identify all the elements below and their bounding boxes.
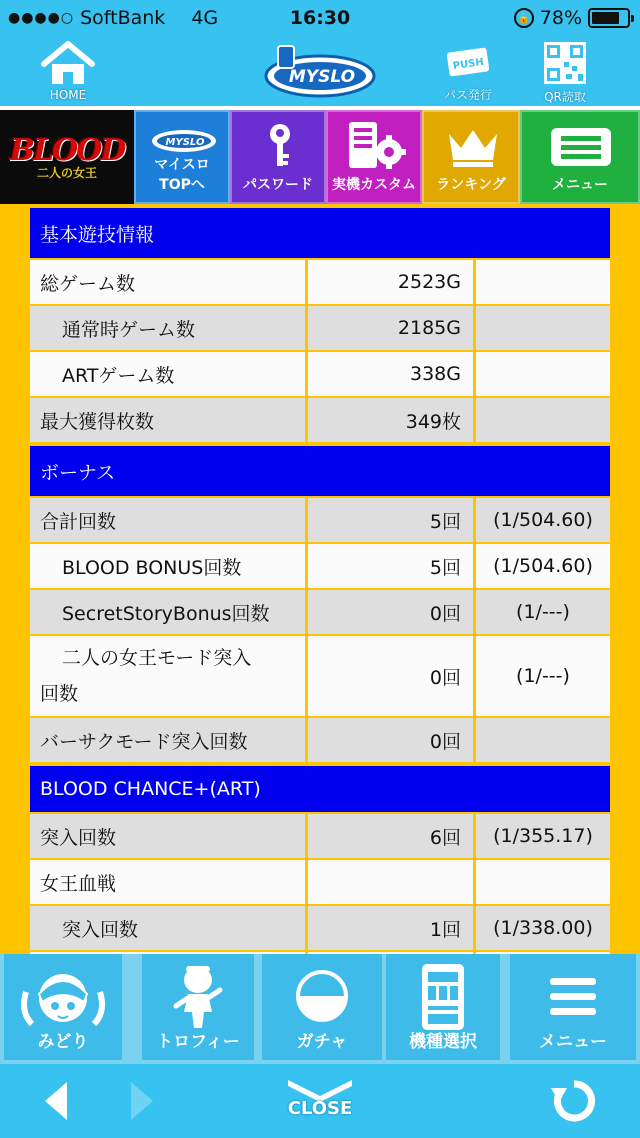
myslo-mini-logo-text: MYSLO (165, 137, 205, 148)
table-row (30, 860, 610, 906)
table-row (30, 814, 610, 860)
row-value: 5回 (308, 498, 476, 542)
row-label: バーサクモード突入回数 (30, 718, 308, 762)
tab-midori[interactable] (4, 954, 122, 1060)
nav-password[interactable] (230, 110, 326, 204)
row-ratio: (1/504.60) (476, 498, 610, 542)
battery-percent: 78% (539, 7, 582, 29)
nav-menu-label: メニュー (552, 177, 608, 193)
row-value: 2185G (308, 306, 476, 350)
row-label (30, 636, 308, 716)
row-label: BLOOD BONUS回数 (30, 544, 308, 588)
row-value: 338G (308, 352, 476, 396)
stats-content[interactable] (30, 204, 610, 954)
row-label: SecretStoryBonus回数 (30, 590, 308, 634)
table-row (30, 260, 610, 306)
row-value: 6回 (308, 814, 476, 858)
nav-ranking[interactable] (422, 110, 520, 204)
tab-machine-select-label: 機種選択 (409, 1032, 477, 1052)
row-ratio (476, 260, 610, 304)
table-row (30, 544, 610, 590)
qr-code-icon (542, 40, 588, 86)
table-row (30, 718, 610, 764)
tab-trophy-label: トロフィー (156, 1032, 240, 1052)
clock: 16:30 (289, 7, 351, 29)
menu-list-icon (549, 126, 613, 168)
tab-trophy[interactable] (142, 954, 254, 1060)
table-row (30, 352, 610, 398)
logo-text: MYSLO (288, 67, 356, 87)
section-header-chance: BLOOD CHANCE+(ART) (30, 766, 610, 812)
pass-badge: PUSH (452, 56, 485, 73)
carrier-name: SoftBank (80, 7, 166, 29)
nav-myslo-label-2: TOPへ (159, 177, 205, 193)
tab-menu-label: メニュー (539, 1032, 607, 1052)
nav-password-label: パスワード (243, 177, 313, 193)
signal-strength-icon: ●●●●○ (8, 10, 75, 26)
key-icon (265, 122, 295, 170)
game-subtitle: 二人の女王 (36, 166, 97, 180)
nav-custom[interactable] (326, 110, 422, 204)
row-value: 349枚 (308, 398, 476, 442)
row-value (308, 860, 476, 904)
crown-icon (445, 124, 501, 168)
row-ratio: (1/355.17) (476, 814, 610, 858)
row-label: 合計回数 (30, 498, 308, 542)
row-ratio: (1/504.60) (476, 544, 610, 588)
rotation-lock-icon: 🔒 (514, 8, 534, 28)
table-row (30, 590, 610, 636)
qr-scan-button[interactable] (542, 40, 588, 105)
row-ratio (476, 860, 610, 904)
row-value: 0回 (308, 718, 476, 762)
tab-gacha-label: ガチャ (296, 1032, 348, 1052)
row-value: 0回 (308, 590, 476, 634)
nav-myslo-top[interactable] (134, 110, 230, 204)
midori-character-icon (18, 962, 108, 1034)
nav-ranking-label: ランキング (436, 177, 506, 193)
row-label: ARTゲーム数 (30, 352, 308, 396)
pass-icon (444, 40, 492, 84)
row-label: 女王血戦 (30, 860, 308, 904)
row-value: 2523G (308, 260, 476, 304)
row-label: 最大獲得枚数 (30, 398, 308, 442)
nav-menu[interactable] (520, 110, 640, 204)
slot-machine-icon (418, 962, 468, 1032)
myslo-mini-logo-icon (149, 124, 219, 154)
trophy-figure-icon (168, 962, 228, 1034)
pass-issue-label: パス発行 (444, 88, 493, 102)
hamburger-menu-icon (548, 972, 598, 1022)
bottom-tab-bar (0, 954, 640, 1064)
myslo-logo[interactable] (262, 42, 378, 100)
network-type: 4G (191, 7, 219, 29)
game-title: BLOOD (9, 133, 125, 168)
section-header-bonus: ボーナス (30, 446, 610, 496)
tab-menu[interactable] (510, 954, 636, 1060)
table-row (30, 306, 610, 352)
gear-icon (343, 120, 407, 170)
row-ratio (476, 306, 610, 350)
row-ratio (476, 352, 610, 396)
tab-midori-label: みどり (37, 1032, 89, 1052)
home-label: HOME (49, 88, 87, 102)
row-ratio (476, 718, 610, 762)
row-label-line-1: 二人の女王モード突入 (62, 647, 252, 669)
qr-scan-label: QR読取 (544, 90, 586, 104)
row-label: 突入回数 (30, 814, 308, 858)
nav-custom-label: 実機カスタム (332, 177, 416, 193)
table-row (30, 906, 610, 952)
row-value: 1回 (308, 906, 476, 950)
gacha-capsule-icon (294, 968, 350, 1024)
table-row (30, 636, 610, 718)
table-row (30, 498, 610, 544)
home-button[interactable] (40, 40, 96, 102)
table-row (30, 398, 610, 444)
row-value: 0回 (308, 636, 476, 716)
section-header-basic: 基本遊技情報 (30, 208, 610, 258)
top-nav (0, 110, 640, 204)
row-label: 総ゲーム数 (30, 260, 308, 304)
game-banner[interactable] (0, 110, 134, 204)
home-icon (40, 40, 96, 86)
pass-issue-button[interactable] (444, 40, 492, 103)
tab-machine-select[interactable] (386, 954, 500, 1060)
row-label-line-2: 回数 (40, 683, 79, 705)
row-label: 突入回数 (30, 906, 308, 950)
close-label[interactable]: CLOSE (287, 1098, 353, 1119)
row-label: 通常時ゲーム数 (30, 306, 308, 350)
status-bar (0, 0, 640, 36)
row-ratio (476, 398, 610, 442)
tab-gacha[interactable] (262, 954, 382, 1060)
row-ratio: (1/---) (476, 590, 610, 634)
row-value: 5回 (308, 544, 476, 588)
app-header (0, 36, 640, 106)
nav-myslo-label-1: マイスロ (154, 157, 210, 173)
row-ratio: (1/338.00) (476, 906, 610, 950)
row-ratio: (1/---) (476, 636, 610, 716)
battery-icon (588, 8, 630, 28)
